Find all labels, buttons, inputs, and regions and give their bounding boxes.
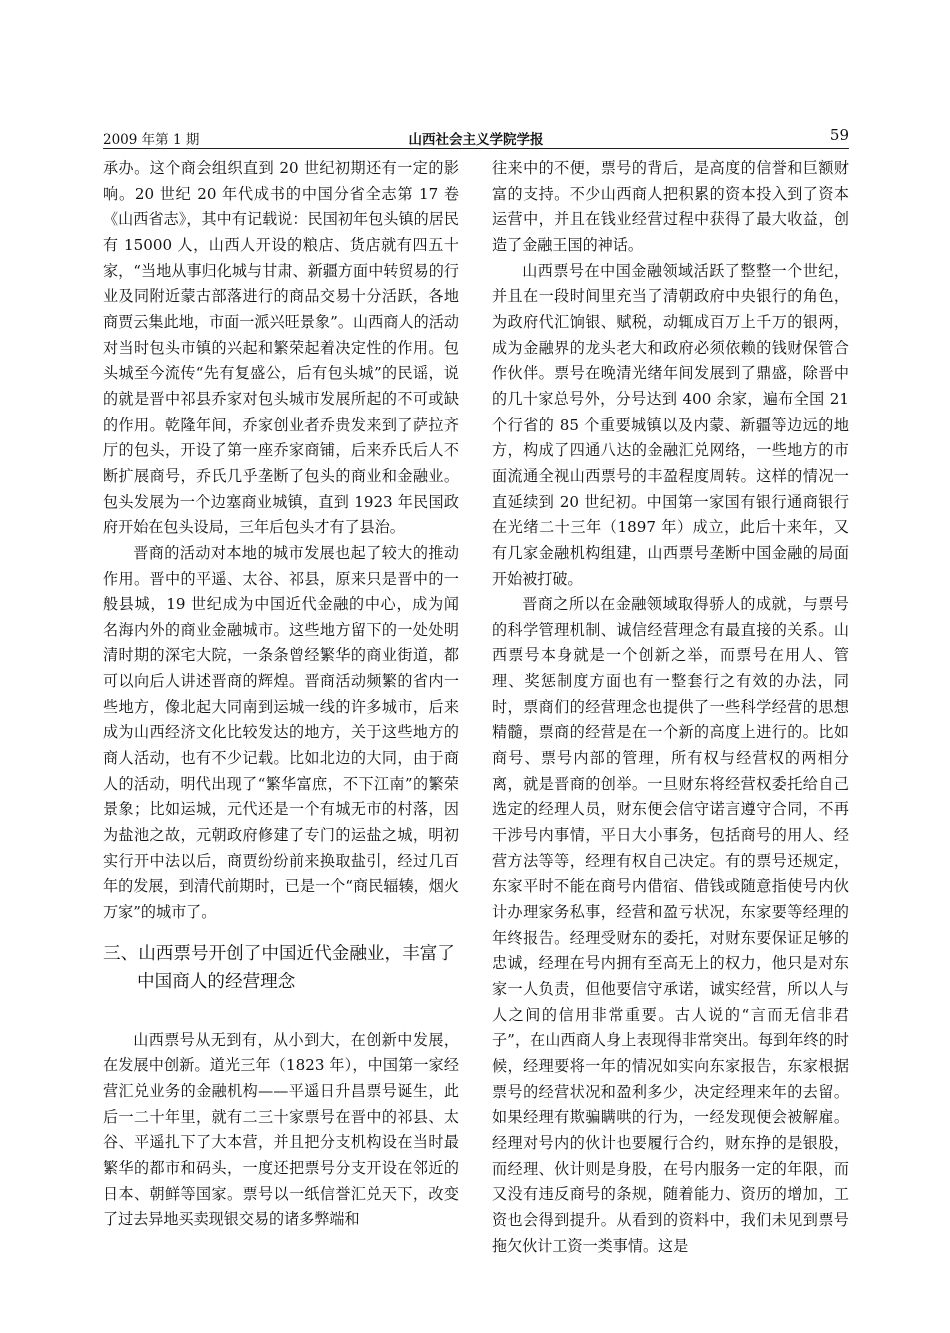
paragraph: 山西票号在中国金融领域活跃了整整一个世纪，并且在一段时间里充当了清朝政府中央银行的角色，为政府代汇饷银、赋税，动辄成百万上千万的银两，成为金融界的龙头老大和政府必须依赖的钱财保管合作伙伴。票号在晚清光绪年间发展到了鼎盛，除晋中的几十家总号外，分号达到 400 余家，遍布全国 21 个行省的 85 个重要城镇以及内蒙、新疆等边远的地方，构成了四通八达的金融汇兑网络，一些地方的市面流通全视山西票号的丰盈程度周转。这样的情况一直延续到 20 世纪初。中国第一家国有银行通商银行在光绪二十三年（1897 年）成立，此后十来年，又有几家金融机构组建，山西票号垄断中国金融的局面开始被打破。: [492, 261, 849, 588]
page-number: 59: [829, 126, 849, 144]
paragraph: 晋商的活动对本地的城市发展也起了较大的推动作用。晋中的平遥、太谷、祁县，原来只是晋中的一般县城，19 世纪成为中国近代金融的中心，成为闻名海内外的商业金融城市。这些地方留下的一处处明清时期的深宅大院，一条条曾经繁华的商业街道，都可以向后人讲述晋商的辉煌。晋商活动频繁的省内一些地方，像北起大同南到运城一线的许多城市，后来成为山西经济文化比较发达的地方，关于这些地方的商人活动，也有不少记载。比如北边的大同，由于商人的活动，明代出现了“繁华富庶，不下江南”的繁荣景象；比如运城，元代还是一个有城无市的村落，因为盐池之故，元朝政府修建了专门的运盐之城，明初实行开中法以后，商贾纷纷前来换取盐引，经过几百年的发展，到清代前期时，已是一个“商民辐辏，烟火万家”的城市了。: [103, 543, 459, 922]
right-column: [492, 156, 849, 1259]
running-header: [103, 126, 849, 149]
paragraph: 山西票号从无到有，从小到大，在创新中发展，在发展中创新。道光三年（1823 年），中国第一家经营汇兑业务的金融机构——平遥日升昌票号诞生，此后一二十年里，就有二三十家票号在晋中的祁县、太谷、平遥扎下了大本营，并且把分支机构设在当时最繁华的都市和码头，一度还把票号分支开设在邻近的日本、朝鲜等国家。票号以一纸信誉汇兑天下，改变了过去异地买卖现银交易的诸多弊端和: [103, 1030, 459, 1229]
paragraph-continued: 承办。这个商会组织直到 20 世纪初期还有一定的影响。20 世纪 20 年代成书的中国分省全志第 17 卷《山西省志》，其中有记载说：民国初年包头镇的居民有 15000 人，山西人开设的粮店、货店就有四五十家，“当地从事归化城与甘肃、新疆方面中转贸易的行业及同附近蒙古部落进行的商品交易十分活跃，各地商贾云集此地，市面一派兴旺景象”。山西商人的活动对当时包头市镇的兴起和繁荣起着决定性的作用。包头城至今流传“先有复盛公，后有包头城”的民谣，说的就是晋中祁县乔家对包头城市发展所起的不可或缺的作用。乾隆年间，乔家创业者乔贵发来到了萨拉齐厅的包头，开设了第一座乔家商铺，后来乔氏后人不断扩展商号，乔氏几乎垄断了包头的商业和金融业。包头发展为一个边塞商业城镇，直到 1923 年民国政府开始在包头设局，三年后包头才有了县治。: [103, 159, 459, 537]
section-heading: 三、山西票号开创了中国近代金融业，丰富了中国商人的经营理念: [103, 943, 455, 992]
issue-label: 2009 年第 1 期: [103, 132, 200, 148]
paragraph: 晋商之所以在金融领域取得骄人的成就，与票号的科学管理机制、诚信经营理念有最直接的关系。山西票号本身就是一个创新之举，而票号在用人、管理、奖惩制度方面也有一整套行之有效的办法，同时，票商们的经营理念也提供了一些科学经营的思想精髓，票商的经营是在一个新的高度上进行的。比如商号、票号内部的管理，所有权与经营权的两相分离，就是晋商的创举。一旦财东将经营权委托给自己选定的经理人员，财东便会信守诺言遵守合同，不再干涉号内事情，平日大小事务，包括商号的用人、经营方法等等，经理有权自己决定。有的票号还规定，东家平时不能在商号内借宿、借钱或随意指使号内伙计办理家务私事，经营和盈亏状况，东家要等经理的年终报告。经理受财东的委托，对财东要保证足够的忠诚，经理在号内拥有至高无上的权力，他只是对东家一人负责，但他要信守承诺，诚实经营，所以人与人之间的信用非常重要。古人说的“言而无信非君子”，在山西商人身上表现得非常突出。每到年终的时候，经理要将一年的情况如实向东家报告，东家根据票号的经营状况和盈利多少，决定经理来年的去留。如果经理有欺骗瞒哄的行为，一经发现便会被解雇。经理对号内的伙计也要履行合约，财东挣的是银股，而经理、伙计则是身股，在号内服务一定的年限，而又没有违反商号的条规，随着能力、资历的增加，工资也会得到提升。从看到的资料中，我们未见到票号拖欠伙计工资一类事情。这是: [492, 595, 849, 1255]
left-column: [103, 156, 459, 1233]
paragraph-continued: 往来中的不便，票号的背后，是高度的信誉和巨额财富的支持。不少山西商人把积累的资本投入到了资本运营中，并且在钱业经营过程中获得了最大收益，创造了金融王国的神话。: [492, 159, 849, 254]
journal-title: 山西社会主义学院学报: [408, 132, 544, 148]
